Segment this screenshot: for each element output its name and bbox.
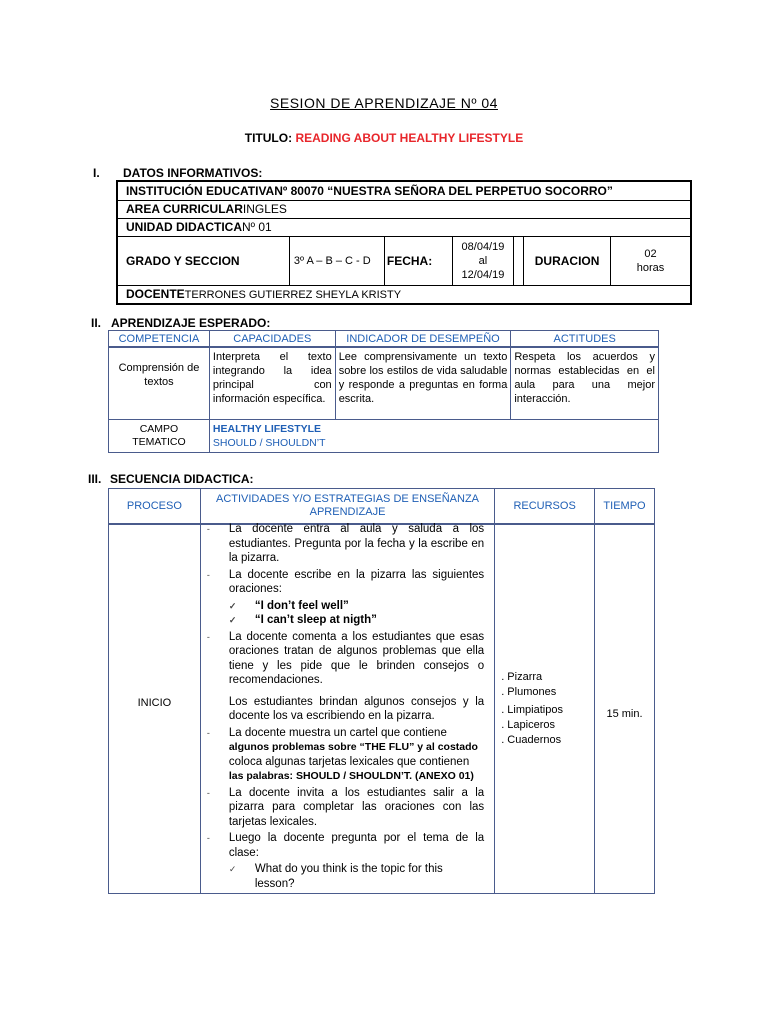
header-actitudes: ACTITUDES [511,331,659,348]
check-text: “I can’t sleep at nigth” [254,614,377,626]
list-item [207,831,484,860]
session-subtitle [0,131,768,145]
activity-text: La docente escribe en la pizarra las siguientes oraciones: [228,568,485,595]
activity-text: Luego la docente pregunta por el tema de la clase: [228,832,485,859]
check-text: What do you think is the topic for this lesson? [254,863,443,890]
area-value: INGLES [242,202,287,216]
unidad-row [117,218,691,236]
subtitle-value: READING ABOUT HEALTHY LIFESTYLE [295,131,524,145]
competencia-cell: Comprensión de textos [109,347,210,419]
page-title: SESION DE APRENDIZAJE Nº 04 [270,95,498,111]
institucion-label: INSTITUCIÓN EDUCATIVA [126,183,275,198]
activity-text-bold: las palabras: SHOULD / SHOULDN’T. (ANEXO 01) [228,770,474,782]
list-item [207,630,484,688]
checkmark-icon: ✓ [228,600,237,611]
bullet-icon: - [206,833,210,843]
bullet-icon: - [206,631,210,642]
check-item [207,862,484,891]
datos-informativos-table [116,180,692,305]
secuencia-didactica-table [108,488,655,894]
resource-item: . Limpiatipos [501,704,563,716]
recursos-cell [495,524,595,894]
campo-title: HEALTHY LIFESTYLE [212,422,322,435]
institucion-value: Nº 80070 “NUESTRA SEÑORA DEL PERPETUO SOCORRO” [274,183,613,198]
docente-row [117,285,691,304]
header-indicador: INDICADOR DE DESEMPEÑO [335,331,511,348]
resource-item: . Pizarra [501,671,543,683]
resource-item: . Cuadernos [501,734,562,746]
list-item [207,568,484,597]
aprendizaje-esperado-table [108,330,659,453]
section-2-heading [91,316,270,330]
indicador-cell: Lee comprensivamente un texto sobre los estilos de vida saludable y responde a preguntas en forma escrita. [335,347,511,419]
list-item [207,726,484,784]
duracion-number: 02 [644,247,657,260]
spacer-cell [513,236,523,285]
resource-item: . Lapiceros [501,719,555,731]
duracion-label: DURACION [524,236,611,285]
bullet-icon: - [206,787,210,798]
campo-subtitle: SHOULD / SHOULDN’T [212,436,326,449]
duracion-unit: horas [636,261,665,274]
docente-value: TERRONES GUTIERREZ SHEYLA KRISTY [184,289,402,301]
activity-text-bold: algunos problemas sobre “THE FLU” y al costado [228,741,478,753]
activity-text: La docente entra al aula y saluda a los estudiantes. Pregunta por la fecha y la escribe en la pizarra. [228,523,485,564]
header-competencia: COMPETENCIA [109,331,210,348]
checkmark-icon: ✓ [228,615,237,625]
check-item [207,613,484,628]
section-2-title: APRENDIZAJE ESPERADO: [111,316,271,330]
area-label: AREA CURRICULAR [126,202,243,216]
section-3-number: III. [88,472,102,486]
grado-value: 3º A – B – C - D [289,236,384,285]
list-item [207,695,484,724]
list-item [207,522,484,566]
section-1-number: I. [93,166,100,180]
fecha-value [453,236,514,285]
bullet-icon: - [206,524,210,534]
header-recursos: RECURSOS [495,489,595,525]
bullet-icon: - [206,727,210,738]
activity-text: La docente comenta a los estudiantes que esas oraciones tratan de algunos problemas que ella tiene y les pide que le brinden consejos o recomendaciones. [228,630,485,686]
list-item [207,786,484,830]
capacidades-cell: Interpreta el texto integrando la idea principal con información específica. [209,347,335,419]
activity-text: Los estudiantes brindan algunos consejos y la docente los va escribiendo en la pizarra. [228,695,485,722]
check-item [207,599,484,614]
unidad-label: UNIDAD DIDACTICA [126,220,242,234]
fecha-label: FECHA: [384,236,452,285]
checkmark-icon: ✓ [228,864,237,874]
campo-label: CAMPO TEMATICO [109,419,210,452]
header-tiempo: TIEMPO [595,489,655,525]
campo-content [209,419,658,452]
bullet-icon: - [206,569,210,580]
check-text: “I don’t feel well” [254,599,349,612]
tiempo-cell: 15 min. [595,524,655,894]
activity-text: coloca algunas tarjetas lexicales que contienen [228,755,470,768]
fecha-end: 12/04/19 [461,268,505,281]
fecha-al: al [478,254,488,267]
section-3-title: SECUENCIA DIDACTICA: [110,472,254,486]
docente-label: DOCENTE [126,287,185,301]
section-1-title: DATOS INFORMATIVOS: [123,166,263,180]
unidad-value: Nº 01 [242,220,272,234]
resource-item: . Plumones [501,686,557,698]
grado-label: GRADO Y SECCION [117,236,289,285]
activity-text: La docente invita a los estudiantes salir a la pizarra para completar las oraciones con las tarjetas lexicales. [228,786,485,828]
header-actividades: ACTIVIDADES Y/O ESTRATEGIAS DE ENSEÑANZA APRENDIZAJE [200,489,494,525]
subtitle-label: TITULO: [244,131,293,145]
header-capacidades: CAPACIDADES [209,331,335,348]
actitudes-cell: Respeta los acuerdos y normas establecidas en el aula para una mejor interacción. [511,347,659,419]
section-2-number: II. [91,316,102,330]
activity-text: La docente muestra un cartel que contiene [228,726,447,739]
proceso-cell: INICIO [109,524,201,894]
duracion-value [610,236,691,285]
section-3-heading [88,472,254,486]
actividades-cell [200,524,494,894]
area-row [117,200,691,218]
section-1-heading [93,166,262,180]
header-proceso: PROCESO [109,489,201,525]
institucion-row [117,181,691,200]
fecha-start: 08/04/19 [461,240,505,253]
